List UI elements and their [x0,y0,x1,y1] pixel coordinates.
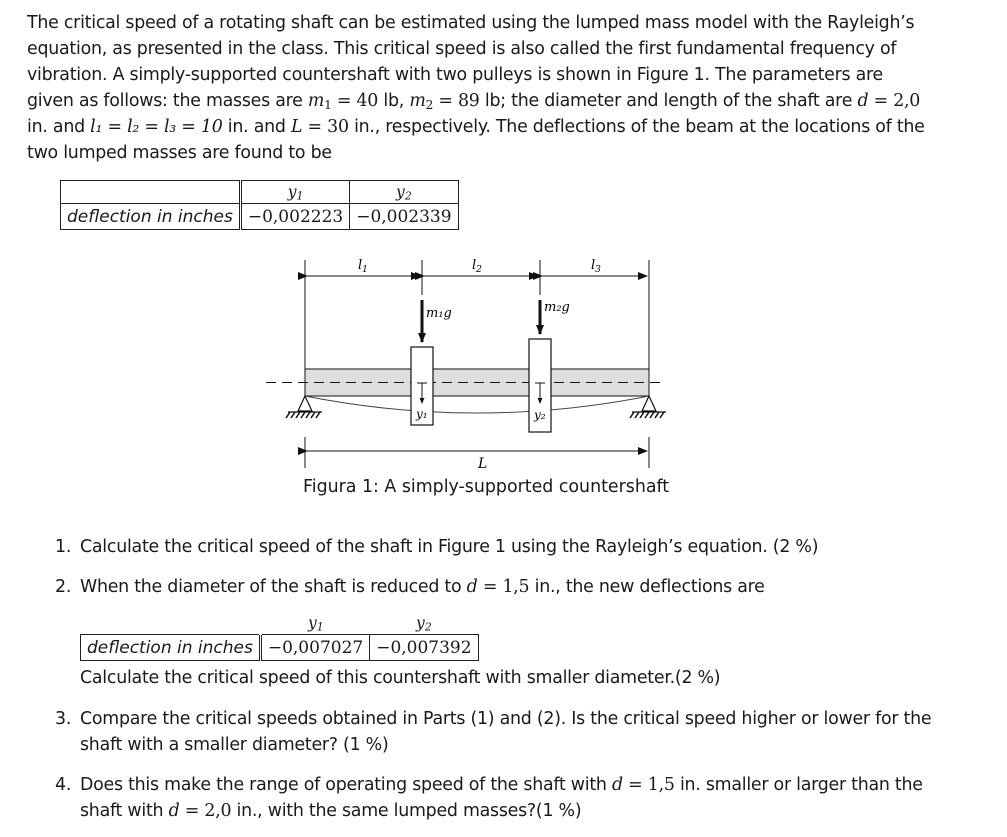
label-m2g: m₂g [544,300,570,315]
problem-intro [27,10,927,166]
intro-paragraph: The critical speed of a rotating shaft can be estimated using the lumped mass model with the Rayleigh’s equation, as presented in the class. This critical speed is also called the first fundamental frequency of vibration. A simply-supported countershaft with two pulleys is shown in Figure 1. The parameters are given as follows: the masses are $m_1 = 40$ lb, $m_2 = 89$ lb; the diameter and length of the shaft are d = 2,0 in. and l₁ = l₂ = l₃ = 10 in. and L = 30 in., respectively. The deflections of the beam at the locations of the two lumped masses are found to be [27,13,925,163]
left-support [286,396,322,418]
deflection-table-1 [60,180,459,230]
countershaft-figure [258,255,678,475]
label-y2: y₂ [534,408,546,422]
top-dimension-lines [305,260,649,375]
question-4: 4. Does this make the range of operating speed of the shaft with d = 1,5 in. smaller or larger than the shaft with d = 2,0 in., with the same lumped masses?(1 %) [55,775,923,821]
value-y1: −0,002223 [240,204,349,230]
row-label: deflection in inches [61,204,241,230]
header-y1: $y_1$ [307,614,324,634]
question-2: 2. When the diameter of the shaft is reduced to d = 1,5 in., the new deflections are [55,577,765,597]
value-y2: −0,002339 [350,204,458,230]
header-y1: $y_1$ [240,181,349,204]
question-1: 1. Calculate the critical speed of the shaft in Figure 1 using the Rayleigh’s equation. (2 %) [55,537,819,557]
dim-L: L [478,456,488,472]
dim-l3: $l_3$ [591,258,601,275]
deflection-table-2 [80,612,479,661]
right-support [630,396,666,418]
value-y1: −0,007027 [260,635,369,661]
header-y2: $y_2$ [416,614,432,634]
label-m1g: m₁g [426,306,452,321]
row-label: deflection in inches [81,635,261,661]
deflected-curve [305,396,649,413]
figure-caption: Figura 1: A simply-supported countershaft [303,477,670,497]
value-y2: −0,007392 [370,635,478,661]
bottom-dimension [305,437,649,468]
dim-l1: $l_1$ [358,258,368,275]
question-3: 3. Compare the critical speeds obtained in Parts (1) and (2). Is the critical speed higher or lower for the shaft with a smaller diameter? (1 %) [55,709,932,755]
question-2-followup: Calculate the critical speed of this countershaft with smaller diameter.(2 %) [80,668,721,688]
header-y2: $y_2$ [350,181,458,204]
label-y1: y₁ [416,407,428,421]
dim-l2: $l_2$ [472,258,482,275]
